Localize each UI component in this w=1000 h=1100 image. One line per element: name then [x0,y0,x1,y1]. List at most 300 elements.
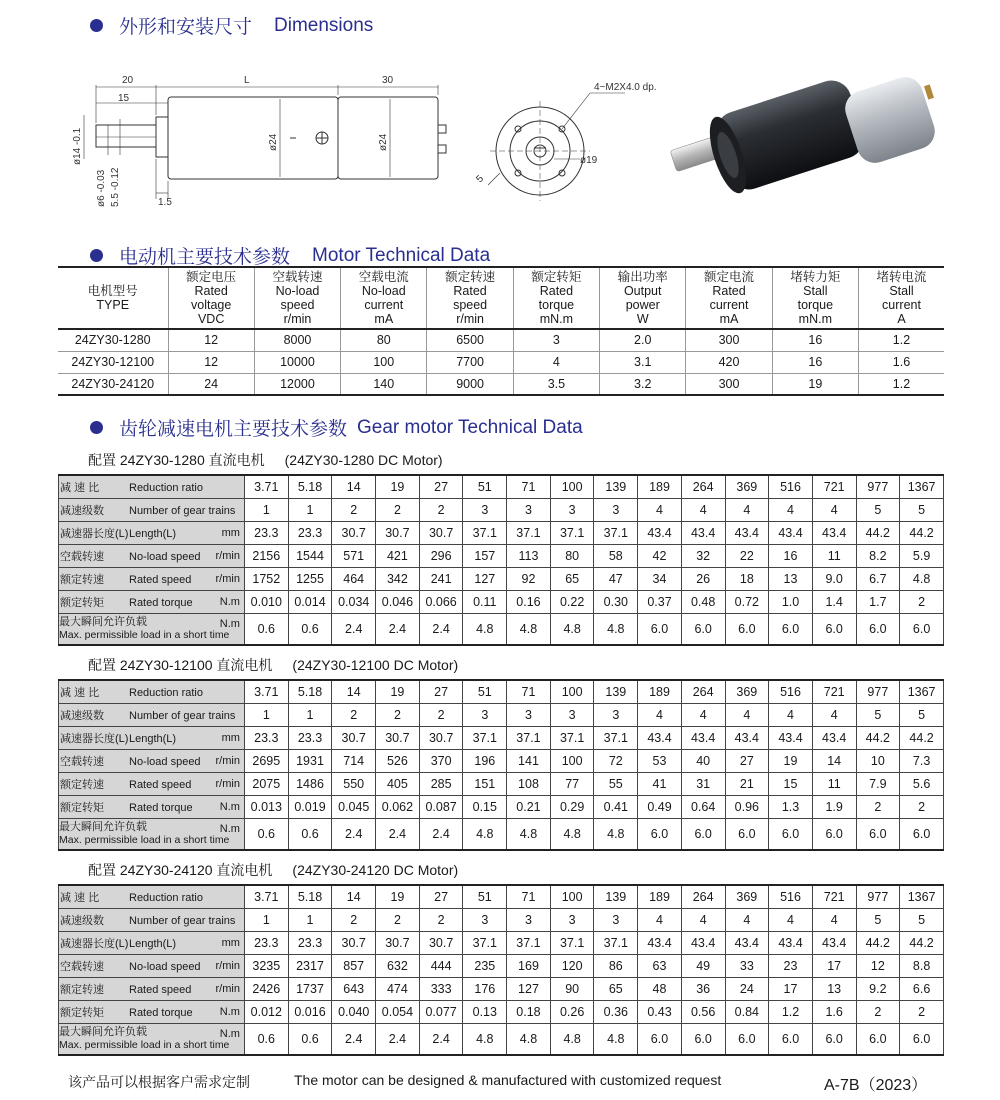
table-row [59,749,944,772]
row-label-en: Number of gear trains [129,914,236,927]
table-cell: 43.4 [769,521,813,544]
row-label-en: Rated speed [129,778,192,791]
table-cell: 4.8 [507,613,551,645]
table-row [59,908,944,931]
table-cell: 16 [772,329,858,351]
table-row [59,726,944,749]
table-cell: 72 [594,749,638,772]
table-row [59,1000,944,1023]
row-label-en: No-load speed [129,550,201,563]
table-cell: 4 [769,908,813,931]
table-cell: 100 [550,475,594,498]
row-label-en: Length(L) [129,937,177,950]
table-cell: 100 [550,885,594,908]
table-cell: 0.087 [419,795,463,818]
table-cell: 300 [686,373,772,395]
table-cell: 405 [376,772,420,795]
header-en: r/min [283,312,312,326]
table-row [58,373,944,395]
table-cell: 0.26 [550,1000,594,1023]
table-cell: 100 [550,680,594,703]
table-cell: 140 [341,373,427,395]
table-cell: 300 [686,329,772,351]
table-cell: 22 [725,544,769,567]
row-label-zh: 空载转速 [60,960,104,973]
table-cell: 2075 [244,772,288,795]
table-cell: 1 [288,703,332,726]
table-cell: 474 [376,977,420,1000]
table-cell: 235 [463,954,507,977]
table-cell: 3 [594,703,638,726]
table-cell: 37.1 [594,726,638,749]
header-zh: 额定转速 [445,270,496,284]
table-cell: 3 [507,498,551,521]
table-cell: 1544 [288,544,332,567]
motor-data-table [58,266,944,396]
table-cell: 27 [419,475,463,498]
table-cell: 3.71 [244,475,288,498]
section-title-en: Motor Technical Data [312,244,491,266]
row-label [59,795,245,818]
table-cell: 3 [507,908,551,931]
table-cell: 37.1 [550,931,594,954]
table-cell: 4 [681,908,725,931]
table-cell: 0.016 [288,1000,332,1023]
table-cell: 33 [725,954,769,977]
section-title-en: Gear motor Technical Data [357,416,583,438]
gear-data-table-1 [58,474,944,646]
motor-table-header [254,267,340,329]
table-cell: 24 [168,373,254,395]
table-cell: 23.3 [288,726,332,749]
header-en: Rated [453,284,487,298]
table-cell: 4.8 [507,1023,551,1055]
table-cell: 1 [288,908,332,931]
table-cell: 420 [686,351,772,373]
table-cell: 2 [900,590,944,613]
table-cell: 0.6 [288,613,332,645]
table-cell: 1.2 [859,329,945,351]
table-cell: 37.1 [594,931,638,954]
table-cell: 43.4 [681,521,725,544]
table-cell: 6.0 [856,1023,900,1055]
table-cell: 14 [812,749,856,772]
table-cell: 1.6 [859,351,945,373]
table-cell: 4.8 [550,1023,594,1055]
table-cell: 571 [332,544,376,567]
table-cell: 0.43 [638,1000,682,1023]
table-cell: 65 [594,977,638,1000]
row-label-unit: mm [221,526,240,539]
table-cell: 333 [419,977,463,1000]
row-label-zh: 最大瞬间允许负载 [59,821,147,834]
table-cell: 189 [638,885,682,908]
table-row [59,885,944,908]
table-cell: 1 [288,498,332,521]
header-zh: 额定电流 [704,270,755,284]
table-cell: 8.2 [856,544,900,567]
table-cell: 43.4 [812,931,856,954]
table-cell: 11 [812,772,856,795]
table-cell: 43.4 [812,726,856,749]
table-row [59,521,944,544]
bullet-icon [90,19,103,32]
table-cell: 23 [769,954,813,977]
table-cell: 3 [550,498,594,521]
motor-table-header [58,267,168,329]
table-row [59,795,944,818]
row-label-en: Reduction ratio [129,686,203,699]
table-cell: 5.18 [288,885,332,908]
table-cell: 6.0 [812,613,856,645]
table-cell: 6.0 [725,613,769,645]
footer-note-en: The motor can be designed & manufactured with customized request [294,1072,722,1088]
header-zh: 空载转速 [272,270,323,284]
row-label [59,931,245,954]
table-cell: 1752 [244,567,288,590]
dim-20: 20 [122,75,134,86]
table-cell: 516 [769,885,813,908]
table-cell: 4 [638,498,682,521]
table-cell: 2 [856,1000,900,1023]
table-cell: 5 [856,498,900,521]
table-cell: 65 [550,567,594,590]
table-cell: 3.71 [244,885,288,908]
row-label [59,818,245,850]
table-cell: 0.49 [638,795,682,818]
row-label-en: Rated speed [129,573,192,586]
table-cell: 285 [419,772,463,795]
table-cell: 5 [900,908,944,931]
table-cell: 120 [550,954,594,977]
table-cell: 44.2 [900,931,944,954]
table-cell: 1367 [900,475,944,498]
table-cell: 3 [463,703,507,726]
table-cell: 108 [507,772,551,795]
table-row [59,544,944,567]
table-cell: 5.18 [288,475,332,498]
table-cell: 1367 [900,680,944,703]
table-row [58,351,944,373]
row-label-zh: 额定转矩 [60,596,104,609]
header-zh: 额定转矩 [531,270,582,284]
row-label-unit: N.m [219,617,240,630]
row-label-unit: mm [221,936,240,949]
table-cell: 1.7 [856,590,900,613]
header-zh: 输出功率 [617,270,668,284]
row-label [59,885,245,908]
table-cell: 6.0 [856,818,900,850]
table-row [58,329,944,351]
table-cell: 92 [507,567,551,590]
table-cell: 127 [507,977,551,1000]
table-cell: 176 [463,977,507,1000]
table-cell: 71 [507,475,551,498]
table-cell: 43.4 [725,521,769,544]
table-cell: 9000 [427,373,513,395]
row-label [59,521,245,544]
table-cell: 0.72 [725,590,769,613]
table-cell: 49 [681,954,725,977]
table-cell: 857 [332,954,376,977]
table-row [59,613,944,645]
table-cell: 43.4 [725,726,769,749]
table-cell: 2.4 [332,818,376,850]
table-cell: 139 [594,475,638,498]
table-cell: 6.0 [812,1023,856,1055]
table-cell: 1931 [288,749,332,772]
table-cell: 6.0 [900,613,944,645]
table-cell: 63 [638,954,682,977]
header-en: Stall [803,284,828,298]
table-cell: 2.4 [419,1023,463,1055]
table-cell: 13 [769,567,813,590]
table-row [59,498,944,521]
table-cell: 19 [376,680,420,703]
table-cell: 6.6 [900,977,944,1000]
table-cell: 30.7 [419,931,463,954]
table-cell: 0.13 [463,1000,507,1023]
table-cell: 3 [507,703,551,726]
table-cell: 12 [168,351,254,373]
table-cell: 1.4 [812,590,856,613]
table-cell: 51 [463,475,507,498]
row-label-en: Number of gear trains [129,709,236,722]
row-label [59,772,245,795]
table-cell: 58 [594,544,638,567]
motor-table-header [859,267,945,329]
table-cell: 0.034 [332,590,376,613]
table-cell: 1.3 [769,795,813,818]
table-cell: 55 [594,772,638,795]
table-cell: 196 [463,749,507,772]
table-cell: 4.8 [594,613,638,645]
table-cell: 139 [594,680,638,703]
table-cell: 44.2 [900,726,944,749]
table-cell: 4.8 [507,818,551,850]
table-cell: 23.3 [244,931,288,954]
row-label-en: Rated speed [129,983,192,996]
header-en: VDC [197,312,225,326]
page-code: A-7B（2023） [824,1077,928,1094]
table-cell: 44.2 [856,521,900,544]
table-cell: 11 [812,544,856,567]
table-cell: 5.6 [900,772,944,795]
table-cell: 0.6 [244,818,288,850]
table-cell: 8.8 [900,954,944,977]
table-row [59,590,944,613]
table-cell: 241 [419,567,463,590]
row-label [59,680,245,703]
table-cell: 0.15 [463,795,507,818]
header-en: Rated [194,284,228,298]
table-cell: 21 [725,772,769,795]
table-cell: 0.48 [681,590,725,613]
table-cell: 4 [812,908,856,931]
row-label [59,498,245,521]
table-cell: 7700 [427,351,513,373]
row-label [59,1023,245,1055]
table-cell: 23.3 [288,931,332,954]
table-cell: 3 [463,908,507,931]
row-label-unit: r/min [215,982,240,995]
row-label [59,590,245,613]
table-cell: 27 [419,680,463,703]
gear-motor-photo [670,72,939,197]
table-cell: 2.4 [332,613,376,645]
table-cell: 3 [594,908,638,931]
table-cell: 0.077 [419,1000,463,1023]
header-en: voltage [191,298,232,312]
config-zh: 配置 24ZY30-1280 直流电机 [88,452,265,468]
table-cell: 2 [900,1000,944,1023]
table-cell: 12000 [254,373,340,395]
table-cell: 30.7 [376,931,420,954]
table-cell: 43.4 [725,931,769,954]
table-cell: 6.0 [769,818,813,850]
table-cell: 1255 [288,567,332,590]
config-en: (24ZY30-12100 DC Motor) [292,657,459,673]
header-zh: 空载电流 [358,270,409,284]
table-cell: 1.2 [769,1000,813,1023]
table-cell: 24ZY30-24120 [58,373,168,395]
table-cell: 6.0 [681,613,725,645]
table-cell: 100 [341,351,427,373]
header-en: A [897,312,906,326]
table-cell: 2.0 [600,329,686,351]
table-cell: 4.8 [463,1023,507,1055]
header-en: speed [453,298,488,312]
table-cell: 71 [507,885,551,908]
table-cell: 6.0 [856,613,900,645]
table-cell: 37.1 [550,521,594,544]
table-cell: 977 [856,885,900,908]
table-cell: 51 [463,680,507,703]
table-cell: 8000 [254,329,340,351]
row-label-en: Number of gear trains [129,504,236,517]
table-cell: 1.0 [769,590,813,613]
dim-1-5: 1.5 [158,197,172,208]
table-cell: 1 [244,498,288,521]
row-label-zh: 减 速 比 [60,686,100,699]
table-cell: 2.4 [419,818,463,850]
row-label-en: No-load speed [129,755,201,768]
table-cell: 1.9 [812,795,856,818]
table-cell: 4 [513,351,599,373]
table-cell: 2.4 [376,1023,420,1055]
table-cell: 0.045 [332,795,376,818]
table-cell: 37.1 [463,726,507,749]
table-row [59,772,944,795]
row-label-unit: r/min [215,777,240,790]
table-cell: 7.9 [856,772,900,795]
table-cell: 30.7 [332,521,376,544]
table-cell: 3235 [244,954,288,977]
row-label-unit: r/min [215,959,240,972]
table-cell: 44.2 [856,931,900,954]
dim-d24-motor: ø24 [378,133,389,151]
row-label-zh: 空载转速 [60,550,104,563]
row-label-en: Reduction ratio [129,481,203,494]
table-cell: 2 [376,703,420,726]
table-cell: 0.56 [681,1000,725,1023]
table-cell: 14 [332,475,376,498]
table-cell: 0.6 [288,818,332,850]
table-row [59,818,944,850]
row-label-en: Rated torque [129,596,193,609]
row-label-en: Length(L) [129,732,177,745]
row-label-en: Rated torque [129,1006,193,1019]
row-label-zh: 额定转速 [60,573,104,586]
row-label-zh: 减 速 比 [60,481,100,494]
table-row [59,1023,944,1055]
table-cell: 0.36 [594,1000,638,1023]
header-en: No-load [275,284,320,298]
table-cell: 16 [769,544,813,567]
header-en: current [364,298,404,312]
table-cell: 1.2 [859,373,945,395]
table-cell: 37.1 [507,931,551,954]
hole-note: 4~M2X4.0 dp. [594,82,657,93]
table-cell: 6.0 [900,1023,944,1055]
header-en: W [636,312,649,326]
table-cell: 714 [332,749,376,772]
table-cell: 37.1 [507,521,551,544]
row-label-zh: 减速级数 [60,709,104,722]
table-cell: 632 [376,954,420,977]
config-zh: 配置 24ZY30-12100 直流电机 [88,657,273,673]
section-title-dimensions [90,12,373,39]
row-label-zh: 最大瞬间允许负载 [59,1026,147,1039]
header-en: Output [623,284,662,298]
table-cell: 2 [332,908,376,931]
table-cell: 71 [507,680,551,703]
table-cell: 421 [376,544,420,567]
table-cell: 30.7 [332,726,376,749]
table-cell: 127 [463,567,507,590]
table-cell: 12 [856,954,900,977]
motor-table-header [686,267,772,329]
table-cell: 1737 [288,977,332,1000]
table-cell: 6.0 [725,1023,769,1055]
footer-note-zh: 该产品可以根据客户需求定制 [68,1074,250,1090]
table-cell: 0.37 [638,590,682,613]
table-cell: 34 [638,567,682,590]
table-cell: 4.8 [550,818,594,850]
table-cell: 90 [550,977,594,1000]
gear-data-table-2 [58,679,944,851]
table-cell: 9.2 [856,977,900,1000]
table-cell: 43.4 [638,521,682,544]
table-cell: 5 [856,908,900,931]
table-cell: 44.2 [856,726,900,749]
table-cell: 3.71 [244,680,288,703]
table-cell: 1.6 [812,1000,856,1023]
table-cell: 0.040 [332,1000,376,1023]
motor-table-header [341,267,427,329]
table-cell: 342 [376,567,420,590]
table-cell: 23.3 [244,726,288,749]
dimension-drawing [60,55,960,235]
table-cell: 30.7 [376,521,420,544]
table-cell: 4.8 [900,567,944,590]
table-cell: 0.010 [244,590,288,613]
motor-table-header [600,267,686,329]
table-cell: 464 [332,567,376,590]
table-cell: 27 [419,885,463,908]
table-cell: 26 [681,567,725,590]
table-cell: 47 [594,567,638,590]
